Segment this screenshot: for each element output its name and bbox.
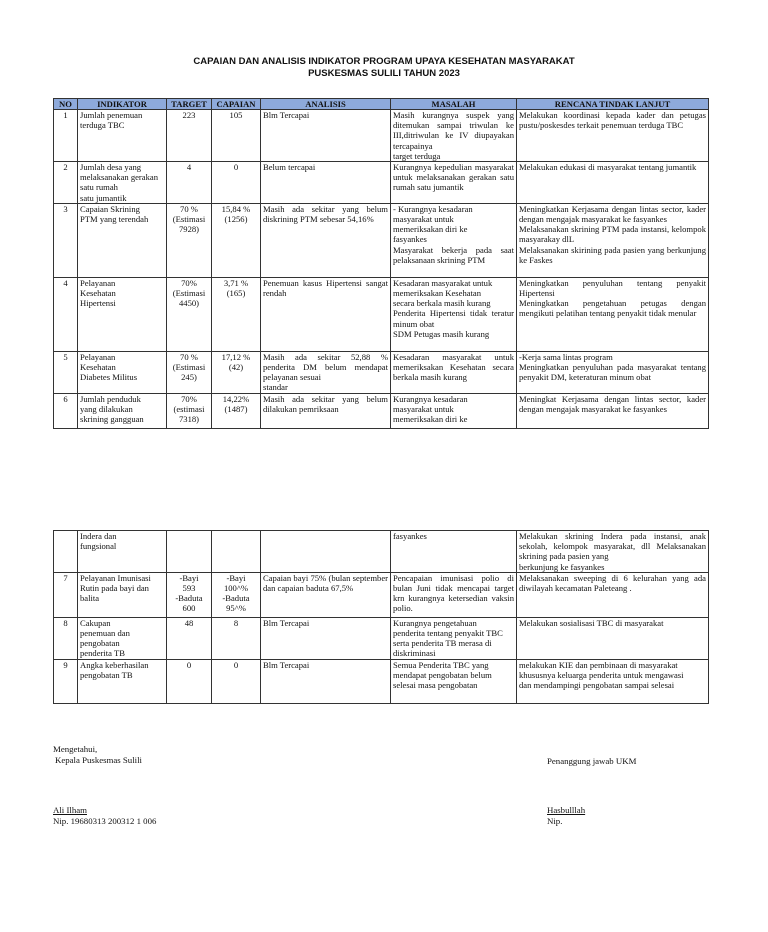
- cell-rencana: [517, 203, 709, 277]
- cell-text-line: fasyankes: [393, 531, 427, 541]
- cell-text-line: 70%: [181, 277, 197, 288]
- cell-text-line: 48: [184, 617, 194, 628]
- cell-text-line: melaksanakan gerakan: [80, 172, 159, 183]
- cell-text-line: Meningkatkan pengetahuan petugas dengan mengikuti pelatihan tentang penyakit tidak menular: [519, 298, 706, 319]
- cell-indikator: [78, 351, 167, 393]
- cell-no: 4: [54, 277, 78, 351]
- cell-text-line: 17,12 %: [221, 351, 251, 362]
- cell-no: 9: [54, 659, 78, 703]
- cell-text-line: serta penderita TB merasa di: [393, 638, 492, 649]
- cell-text-line: Jumlah penduduk: [80, 393, 141, 404]
- header-target: TARGET: [167, 99, 212, 110]
- cell-text-line: penemuan dan: [80, 628, 130, 639]
- cell-no: 8: [54, 617, 78, 659]
- cell-text-line: memeriksakan Kesehatan: [393, 288, 482, 299]
- cell-text-line: Pelayanan: [80, 277, 116, 288]
- cell-analisis: [261, 659, 391, 703]
- cell-text-line: 0: [186, 659, 192, 670]
- cell-text-line: Melakukan skrining Indera pada instansi, anak sekolah, kelompok masyarakat, dll Melaksanakan skrining pada pasien yang: [519, 531, 706, 562]
- sig-left-name: Ali Ilham: [53, 805, 87, 815]
- cell-text-line: selesai masa pengobatan: [393, 680, 478, 691]
- cell-rencana: [517, 393, 709, 428]
- cell-text-line: Pelayanan: [80, 351, 116, 362]
- header-analisis: ANALISIS: [261, 99, 391, 110]
- cell-text-line: secara berkala masih kurang: [393, 298, 491, 309]
- cell-target: [167, 162, 212, 204]
- cell-text-line: terduga TBC: [80, 120, 125, 131]
- cell-text-line: Kurangnya kesadaran: [393, 393, 468, 404]
- cell-indikator: [78, 393, 167, 428]
- cell-text-line: target terduga: [393, 150, 441, 161]
- cell-analisis: [261, 110, 391, 162]
- cell-analisis: [261, 617, 391, 659]
- cell-rencana: [517, 659, 709, 703]
- cell-text-line: Rutin pada bayi dan: [80, 583, 149, 594]
- document-subtitle: PUSKESMAS SULILI TAHUN 2023: [308, 68, 460, 79]
- cell-text-line: khususnya keluarga penderita untuk mengawasi: [519, 669, 684, 680]
- cell-text-line: Masyarakat bekerja pada saat pelaksanaan skrining PTM: [393, 244, 514, 265]
- cell-indikator: [78, 531, 167, 573]
- sig-left-block: [53, 744, 142, 766]
- cell-no: 1: [54, 110, 78, 162]
- cell-text-line: Blm Tercapai: [263, 110, 310, 120]
- cell-capaian: [212, 162, 261, 204]
- cell-text-line: 4: [186, 162, 192, 173]
- header-rencana: RENCANA TINDAK LANJUT: [517, 99, 709, 110]
- cell-text-line: penderita tentang penyakit TBC: [393, 628, 503, 639]
- table-row: [54, 203, 709, 277]
- cell-text-line: Cakupan: [80, 617, 111, 628]
- table-row: [54, 659, 709, 703]
- cell-indikator: [78, 572, 167, 617]
- cell-text-line: Pelayanan Imunisasi: [80, 572, 151, 583]
- cell-analisis: [261, 162, 391, 204]
- cell-analisis: [261, 531, 391, 573]
- cell-text-line: melakukan KIE dan pembinaan di masyarakat: [519, 659, 678, 670]
- cell-text-line: penderita TB: [80, 648, 125, 659]
- cell-text-line: 4450): [178, 298, 200, 309]
- cell-text-line: Penderita Hipertensi tidak teratur minum obat: [393, 308, 514, 329]
- cell-text-line: berkunjung ke fasyankes: [519, 561, 605, 572]
- cell-target: [167, 203, 212, 277]
- cell-text-line: dan mendampingi pengobatan sampai selesai: [519, 680, 675, 691]
- cell-text-line: -Bayi: [226, 572, 246, 583]
- cell-text-line: pengobatan: [80, 638, 120, 649]
- cell-masalah: [391, 110, 517, 162]
- indicator-table-page1: [53, 98, 709, 429]
- table-row: [54, 617, 709, 659]
- cell-text-line: Meningkatkan Kerjasama dengan lintas sector, kader dengan mengajak masyarakat ke fasyankes: [519, 203, 706, 225]
- cell-text-line: memeriksakan diri ke: [393, 414, 468, 425]
- cell-text-line: Capaian bayi 75% (bulan september dan capaian baduta 67,5%: [263, 572, 388, 594]
- cell-text-line: PTM yang terendah: [80, 214, 149, 225]
- cell-rencana: [517, 110, 709, 162]
- cell-target: [167, 659, 212, 703]
- cell-text-line: (1256): [224, 214, 248, 225]
- cell-text-line: -Baduta: [222, 593, 250, 604]
- cell-text-line: (Estimasi: [172, 362, 206, 373]
- cell-text-line: (42): [228, 362, 244, 373]
- cell-text-line: Melakukan sosialisasi TBC di masyarakat: [519, 617, 664, 628]
- cell-indikator: [78, 659, 167, 703]
- cell-text-line: 105: [229, 110, 243, 120]
- cell-text-line: masyarakat untuk: [393, 404, 454, 415]
- cell-target: [167, 110, 212, 162]
- cell-rencana: [517, 617, 709, 659]
- cell-no: 6: [54, 393, 78, 428]
- cell-text-line: Semua Penderita TBC yang: [393, 659, 489, 670]
- cell-no: 5: [54, 351, 78, 393]
- cell-text-line: Indera dan: [80, 531, 117, 541]
- cell-masalah: [391, 531, 517, 573]
- cell-text-line: 600: [182, 603, 196, 614]
- cell-no: 3: [54, 203, 78, 277]
- cell-text-line: (1487): [224, 404, 248, 415]
- cell-text-line: SDM Petugas masih kurang: [393, 328, 490, 339]
- cell-capaian: [212, 351, 261, 393]
- cell-capaian: [212, 203, 261, 277]
- header-indikator: INDIKATOR: [78, 99, 167, 110]
- cell-text-line: Jumlah penemuan: [80, 110, 143, 120]
- cell-text-line: (165): [226, 288, 246, 299]
- cell-text-line: Kesehatan: [80, 288, 116, 299]
- cell-capaian: [212, 617, 261, 659]
- cell-text-line: 15,84 %: [221, 203, 251, 214]
- table-row: [54, 162, 709, 204]
- sig-right-name-block: [547, 805, 585, 827]
- cell-text-line: Diabetes Militus: [80, 372, 138, 383]
- cell-indikator: [78, 162, 167, 204]
- cell-text-line: Meningkatkan penyuluhan tentang penyakit Hipertensi: [519, 277, 706, 299]
- cell-rencana: [517, 572, 709, 617]
- cell-text-line: Masih kurangnya suspek yang ditemukan sampai triwulan ke III,ditriwulan ke IV diupayakan tercapainya: [393, 110, 514, 151]
- cell-text-line: Capaian Skrining: [80, 203, 140, 214]
- table-header-row: [54, 99, 709, 110]
- cell-text-line: Blm Tercapai: [263, 659, 310, 670]
- cell-text-line: mendapat pengobatan belum: [393, 669, 492, 680]
- cell-text-line: masyarakat untuk: [393, 214, 454, 225]
- cell-text-line: skrining gangguan: [80, 414, 144, 425]
- cell-text-line: Melaksanakan sweeping di 6 kelurahan yang ada diwilayah kecamatan Paleteang .: [519, 572, 706, 594]
- cell-target: [167, 393, 212, 428]
- cell-indikator: [78, 203, 167, 277]
- cell-masalah: [391, 162, 517, 204]
- cell-capaian: [212, 659, 261, 703]
- cell-text-line: Meningkat Kerjasama dengan lintas sector, kader dengan mengajak masyarakat ke fasyankes: [519, 393, 706, 415]
- cell-text-line: Melakukan koordinasi kepada kader dan petugas pustu/poskesdes terkait penemuan terduga TBC: [519, 110, 706, 131]
- cell-masalah: [391, 617, 517, 659]
- cell-masalah: [391, 203, 517, 277]
- cell-text-line: (Estimasi: [172, 288, 206, 299]
- cell-target: [167, 277, 212, 351]
- cell-text-line: Melaksanakan skrining PTM pada instansi, kelompok masyarakay dlL: [519, 224, 706, 245]
- cell-no: 2: [54, 162, 78, 204]
- cell-text-line: satu rumah: [80, 182, 118, 193]
- cell-text-line: yang dilakukan: [80, 404, 133, 415]
- cell-text-line: Masih ada sekitar 52,88 % penderita DM belum mendapat pelayanan sesuai: [263, 351, 388, 383]
- cell-masalah: [391, 659, 517, 703]
- cell-text-line: fungsional: [80, 541, 117, 552]
- cell-text-line: 100^%: [223, 583, 249, 594]
- table-row: [54, 110, 709, 162]
- cell-text-line: Masih ada sekitar yang belum diskrining PTM sebesar 54,16%: [263, 203, 388, 225]
- cell-text-line: - Kurangnya kesadaran: [393, 203, 473, 214]
- cell-text-line: Blm Tercapai: [263, 617, 310, 628]
- cell-analisis: [261, 203, 391, 277]
- cell-masalah: [391, 351, 517, 393]
- document-title: CAPAIAN DAN ANALISIS INDIKATOR PROGRAM UPAYA KESEHATAN MASYARAKAT: [193, 56, 575, 67]
- cell-text-line: Kesehatan: [80, 362, 116, 373]
- cell-text-line: fasyankes: [393, 234, 427, 245]
- cell-rencana: [517, 277, 709, 351]
- cell-capaian: [212, 110, 261, 162]
- cell-text-line: Melakukan edukasi di masyarakat tentang jumantik: [519, 162, 697, 173]
- table-row: [54, 393, 709, 428]
- cell-capaian: [212, 531, 261, 573]
- cell-rencana: [517, 351, 709, 393]
- cell-text-line: (estimasi: [173, 404, 205, 415]
- cell-text-line: 70%: [181, 393, 197, 404]
- cell-no: [54, 531, 78, 573]
- cell-text-line: Angka keberhasilan: [80, 659, 149, 670]
- cell-no: 7: [54, 572, 78, 617]
- cell-indikator: [78, 110, 167, 162]
- sig-left-line2: Kepala Puskesmas Sulili: [55, 755, 142, 765]
- cell-text-line: -Kerja sama lintas program: [519, 351, 613, 362]
- header-masalah: MASALAH: [391, 99, 517, 110]
- cell-text-line: Kesadaran masyarakat untuk memeriksakan Kesehatan secara berkala masih kurang: [393, 351, 514, 383]
- cell-text-line: Pencapaian imunisasi polio di bulan Juni tidak mencapai target krn kurangnya ketersedian vaksin polio.: [393, 572, 514, 614]
- header-capaian: CAPAIAN: [212, 99, 261, 110]
- table-row: [54, 531, 709, 573]
- cell-masalah: [391, 393, 517, 428]
- cell-analisis: [261, 572, 391, 617]
- table-row: [54, 277, 709, 351]
- cell-text-line: 95^%: [226, 603, 246, 614]
- cell-text-line: Jumlah desa yang: [80, 162, 142, 173]
- cell-rencana: [517, 531, 709, 573]
- cell-text-line: Belum tercapai: [263, 162, 316, 173]
- sig-left-name-block: [53, 805, 156, 827]
- cell-text-line: Masih ada sekitar yang belum dilakukan pemriksaan: [263, 393, 388, 415]
- indicator-table-page2: [53, 530, 709, 704]
- cell-text-line: Kesadaran masyarakat untuk: [393, 277, 493, 288]
- sig-right-nip: Nip.: [547, 816, 563, 826]
- cell-analisis: [261, 393, 391, 428]
- sig-left-line1: Mengetahui,: [53, 744, 98, 754]
- cell-text-line: Kurangnya kepedulian masyarakat untuk melaksanakan gerakan satu rumah satu jumantik: [393, 162, 514, 193]
- cell-target: [167, 351, 212, 393]
- table-row: [54, 572, 709, 617]
- cell-text-line: 70 %: [180, 203, 198, 214]
- cell-text-line: memeriksakan diri ke: [393, 224, 468, 235]
- cell-text-line: 8: [233, 617, 239, 628]
- cell-text-line: Hipertensi: [80, 298, 116, 309]
- sig-right-role: Penanggung jawab UKM: [547, 756, 637, 766]
- cell-text-line: 3,71 %: [223, 277, 249, 288]
- header-no: NO: [54, 99, 78, 110]
- cell-text-line: Meningkatkan penyuluhan pada masyarakat tentang penyakit DM, keteraturan minum obat: [519, 362, 706, 383]
- cell-target: [167, 531, 212, 573]
- cell-text-line: 593: [182, 583, 196, 594]
- cell-indikator: [78, 277, 167, 351]
- cell-analisis: [261, 277, 391, 351]
- cell-text-line: (Estimasi: [172, 214, 206, 225]
- cell-text-line: -Baduta: [175, 593, 203, 604]
- cell-text-line: satu jumantik: [80, 192, 127, 203]
- cell-rencana: [517, 162, 709, 204]
- cell-text-line: 0: [233, 162, 239, 173]
- cell-text-line: pengobatan TB: [80, 669, 133, 680]
- cell-target: [167, 617, 212, 659]
- cell-text-line: 223: [182, 110, 196, 120]
- cell-text-line: standar: [263, 382, 288, 393]
- sig-right-name: Hasbulllah: [547, 805, 586, 815]
- cell-masalah: [391, 572, 517, 617]
- cell-text-line: Melaksanakan skirining pada pasien yang berkunjung ke Faskes: [519, 244, 706, 265]
- cell-target: [167, 572, 212, 617]
- cell-text-line: 245): [181, 372, 197, 383]
- cell-capaian: [212, 277, 261, 351]
- cell-text-line: 14,22%: [222, 393, 250, 404]
- cell-text-line: diskriminasi: [393, 648, 436, 659]
- cell-text-line: 70 %: [180, 351, 198, 362]
- cell-text-line: balita: [80, 593, 100, 604]
- cell-text-line: 7928): [178, 224, 200, 235]
- cell-capaian: [212, 572, 261, 617]
- cell-analisis: [261, 351, 391, 393]
- table-row: [54, 351, 709, 393]
- cell-text-line: -Bayi: [179, 572, 199, 583]
- cell-indikator: [78, 617, 167, 659]
- cell-text-line: 0: [233, 659, 239, 670]
- cell-text-line: Kurangnya pengetahuan: [393, 617, 477, 628]
- cell-text-line: 7318): [178, 414, 200, 425]
- sig-left-nip: Nip. 19680313 200312 1 006: [53, 816, 157, 826]
- cell-text-line: Penemuan kasus Hipertensi sangat rendah: [263, 277, 388, 299]
- cell-capaian: [212, 393, 261, 428]
- cell-masalah: [391, 277, 517, 351]
